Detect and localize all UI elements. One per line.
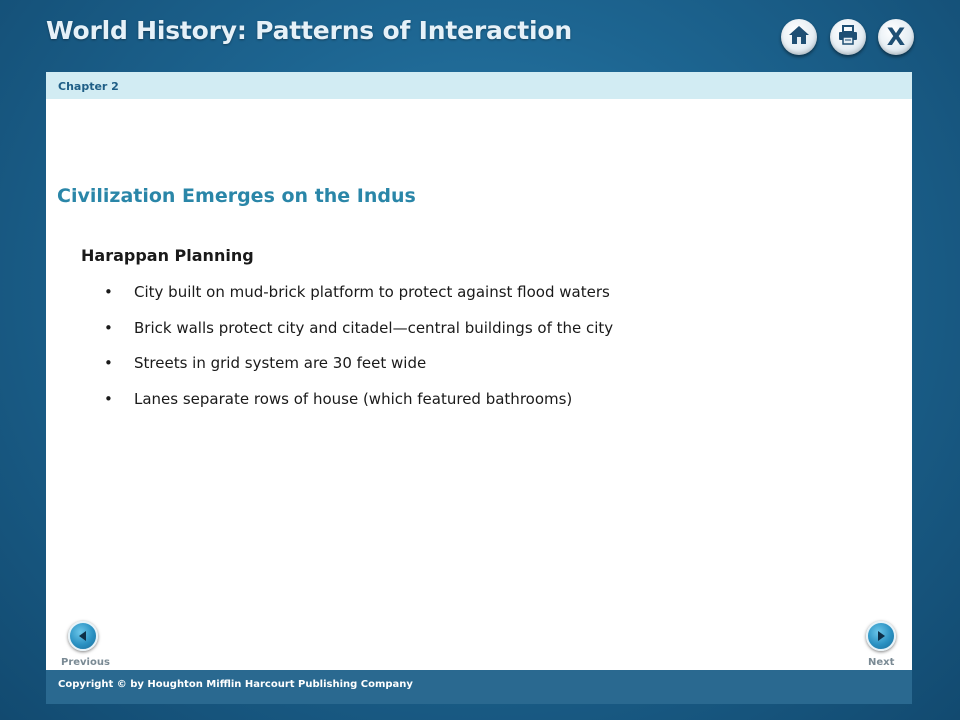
slide-subheading: Harappan Planning — [81, 246, 254, 265]
arrow-right-icon — [875, 627, 887, 646]
printer-icon — [837, 24, 859, 50]
bullet-item — [104, 389, 613, 425]
home-icon — [788, 24, 810, 50]
next-button[interactable] — [866, 621, 896, 651]
copyright-text: Copyright © by Houghton Mifflin Harcourt Publishing Company — [58, 679, 413, 690]
app-title: World History: Patterns of Interaction — [46, 16, 572, 45]
bullet-text: Brick walls protect city and citadel—central buildings of the city — [134, 318, 614, 337]
close-icon: X — [886, 23, 906, 51]
bullet-text: Lanes separate rows of house (which featured bathrooms) — [134, 389, 573, 408]
previous-label[interactable]: Previous — [61, 657, 110, 668]
next-label[interactable]: Next — [868, 657, 895, 668]
chapter-label: Chapter 2 — [58, 80, 119, 93]
slide-heading: Civilization Emerges on the Indus — [57, 185, 416, 207]
arrow-left-icon — [77, 627, 89, 646]
bullet-list — [104, 282, 613, 424]
print-button[interactable] — [830, 19, 866, 55]
previous-button[interactable] — [68, 621, 98, 651]
footer-bar — [46, 670, 912, 704]
bullet-glyph: • — [104, 389, 113, 408]
bullet-glyph: • — [104, 354, 113, 372]
bullet-text: City built on mud-brick platform to protect against flood waters — [134, 283, 610, 301]
bullet-item — [104, 318, 613, 354]
close-button[interactable] — [878, 19, 914, 55]
bullet-glyph: • — [104, 283, 113, 301]
bullet-item — [104, 282, 613, 318]
chapter-bar — [46, 72, 912, 99]
bullet-text: Streets in grid system are 30 feet wide — [134, 354, 427, 372]
bullet-item — [104, 353, 613, 389]
slide-panel — [46, 72, 912, 670]
home-button[interactable] — [781, 19, 817, 55]
bullet-glyph: • — [104, 318, 113, 337]
